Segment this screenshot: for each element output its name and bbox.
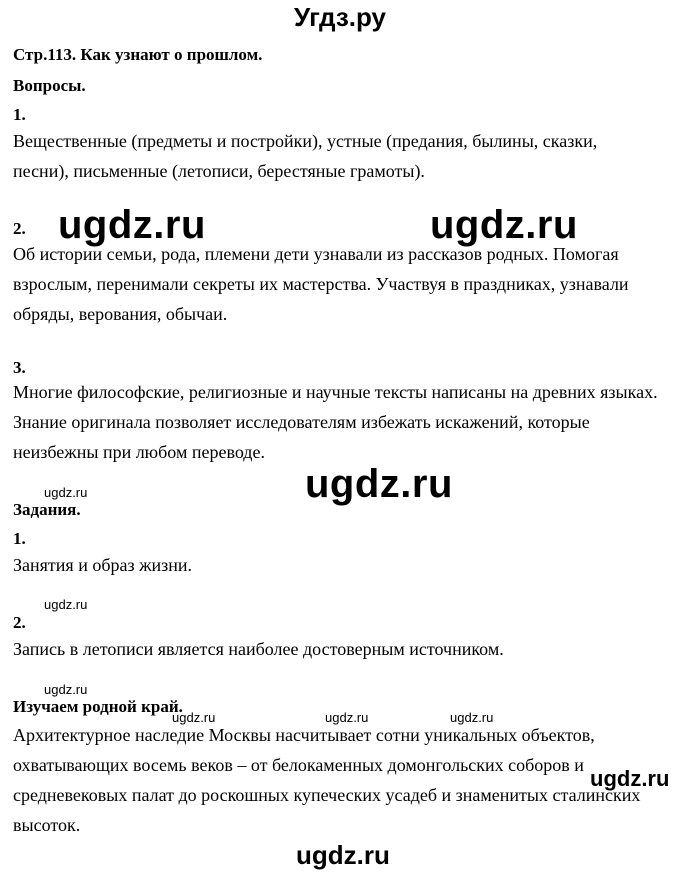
watermark: ugdz.ru — [325, 710, 369, 725]
watermark: ugdz.ru — [58, 203, 206, 247]
questions-heading: Вопросы. — [13, 76, 86, 95]
watermark: ugdz.ru — [44, 682, 88, 697]
watermark: ugdz.ru — [430, 203, 578, 247]
native-land-heading: Изучаем родной край. — [13, 697, 183, 716]
page-heading: Стр.113. Как узнают о прошлом. — [13, 45, 263, 64]
task-1-number: 1. — [13, 529, 26, 548]
task-2-answer: Запись в летописи является наиболее достоверным источником. — [13, 639, 504, 659]
watermark: ugdz.ru — [44, 485, 88, 500]
task-2-number: 2. — [13, 613, 26, 632]
question-1-answer: Вещественные (предметы и постройки), устные (предания, былины, сказки, песни), письменные (летописи, берестяные грамоты). — [13, 131, 598, 181]
tasks-heading: Задания. — [13, 500, 81, 519]
watermark: ugdz.ru — [450, 710, 494, 725]
watermark: ugdz.ru — [172, 710, 216, 725]
native-land-answer: Архитектурное наследие Москвы насчитывает сотни уникальных объектов, охватывающих восемь веков – от белокаменных домонгольских соборов и средневековых палат до роскошных купеческих усадеб и знаменитых сталинских высоток. — [13, 725, 641, 835]
site-title: Угдз.ру — [294, 2, 386, 32]
watermark: ugdz.ru — [305, 462, 453, 506]
watermark: ugdz.ru — [296, 840, 390, 870]
question-3-number: 3. — [13, 358, 26, 377]
question-2-number: 2. — [13, 219, 26, 238]
question-2-answer: Об истории семьи, рода, племени дети узнавали из рассказов родных. Помогая взрослым, перенимали секреты их мастерства. Участвуя в праздниках, узнавали обряды, верования, обычаи. — [13, 244, 629, 324]
question-1-number: 1. — [13, 105, 26, 124]
task-1-answer: Занятия и образ жизни. — [13, 555, 193, 575]
question-3-answer: Многие философские, религиозные и научные тексты написаны на древних языках. Знание оригинала позволяет исследователям избежать искажений, которые неизбежны при любом переводе. — [13, 382, 658, 462]
watermark: ugdz.ru — [590, 766, 670, 791]
watermark: ugdz.ru — [44, 597, 88, 612]
